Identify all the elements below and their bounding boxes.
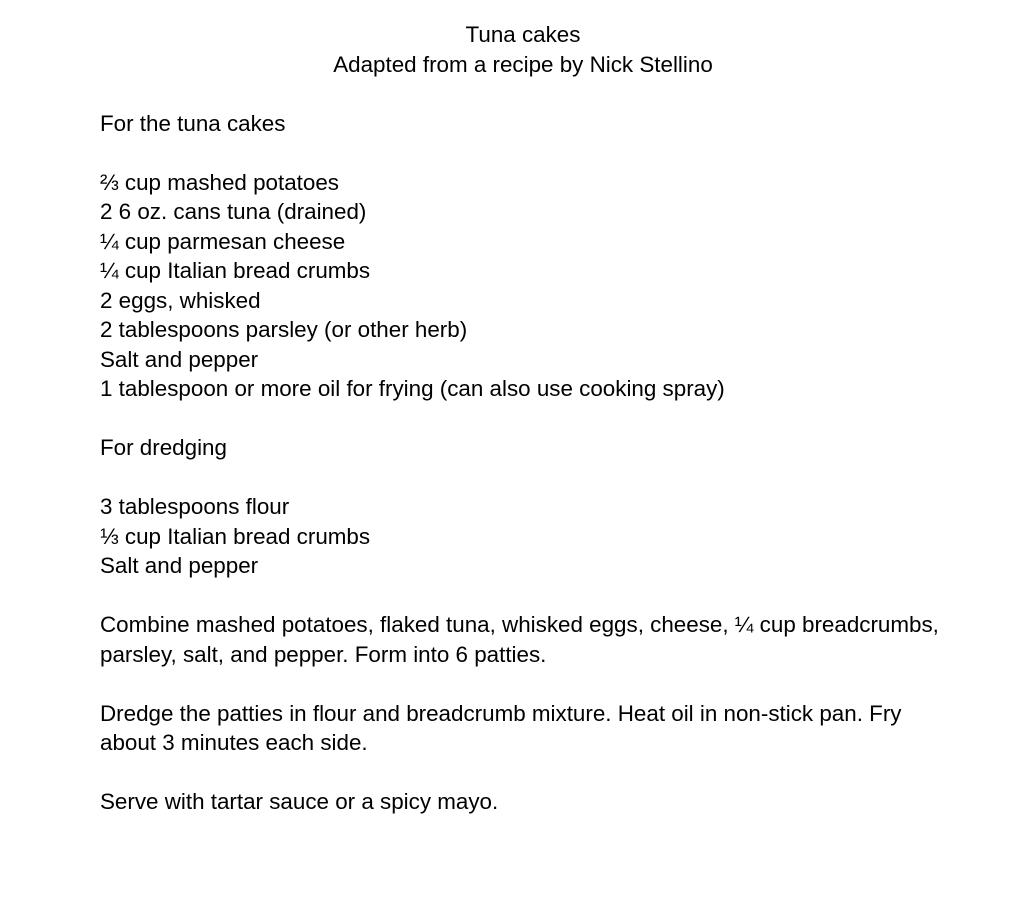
ingredient-line: 2 eggs, whisked (100, 287, 261, 313)
recipe-title: Tuna cakes (465, 22, 581, 47)
recipe-subtitle: Adapted from a recipe by Nick Stellino (333, 51, 713, 77)
ingredient-line: Salt and pepper (100, 346, 259, 372)
instruction-paragraph: Serve with tartar sauce or a spicy mayo. (100, 789, 499, 814)
ingredient-line: Salt and pepper (100, 553, 259, 578)
ingredient-line: 1 tablespoon or more oil for frying (can also use cooking spray) (100, 376, 725, 401)
ingredient-line: ¼ cup Italian bread crumbs (100, 258, 371, 283)
section-heading: For dredging (100, 435, 227, 460)
ingredient-list (100, 492, 946, 581)
ingredient-line: 2 tablespoons parsley (or other herb) (100, 317, 468, 342)
ingredient-line: ⅔ cup mashed potatoes (100, 169, 339, 195)
title-block (100, 20, 946, 79)
section-heading: For the tuna cakes (100, 110, 286, 136)
ingredient-list (100, 168, 946, 404)
ingredient-sections (100, 109, 946, 581)
ingredient-line: 2 6 oz. cans tuna (drained) (100, 199, 367, 224)
instruction-paragraph: Dredge the patties in flour and breadcrumb mixture. Heat oil in non-stick pan. Fry about 3 minutes each side. (100, 700, 902, 755)
ingredient-line: ¼ cup parmesan cheese (100, 228, 346, 254)
instructions-block (100, 610, 946, 817)
instruction-paragraph: Combine mashed potatoes, flaked tuna, whisked eggs, cheese, ¼ cup breadcrumbs, parsley, salt, and pepper. Form into 6 patties. (100, 612, 939, 667)
ingredient-line: ⅓ cup Italian bread crumbs (100, 523, 371, 549)
ingredient-line: 3 tablespoons flour (100, 494, 290, 519)
